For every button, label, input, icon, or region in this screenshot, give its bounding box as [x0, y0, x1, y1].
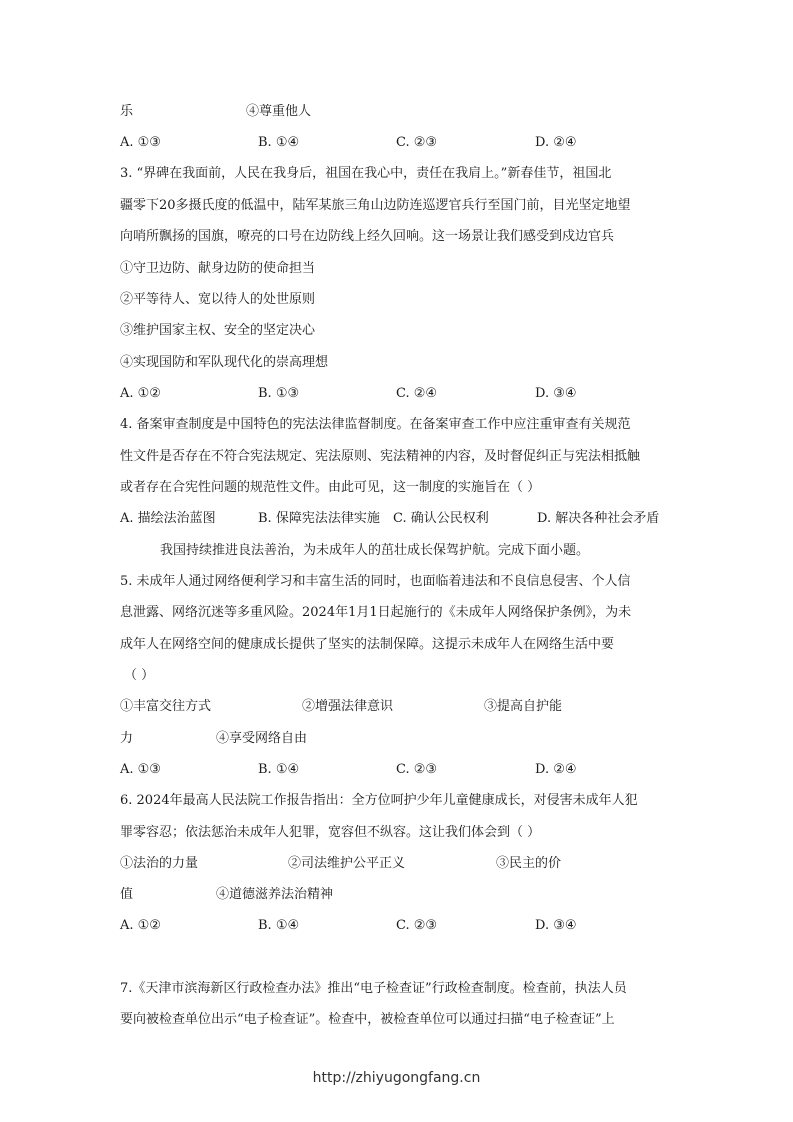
q3-option-d: D. ③④ [535, 386, 577, 401]
q2-option-a: A. ①③ [120, 135, 161, 150]
q5-stem-line-1: 5. 未成年人通过网络便利学习和丰富生活的同时，也面临着违法和不良信息侵害、个人信 [120, 574, 631, 589]
q5-item-1: ①丰富交往方式 [120, 699, 212, 714]
q2-option-d: D. ②④ [535, 135, 577, 150]
q3-item-4: ④实现国防和军队现代化的崇高理想 [120, 355, 329, 370]
q4-stem-line-2: 性文件是否存在不符合宪法规定、宪法原则、宪法精神的内容，及时督促纠正与宪法相抵触 [120, 449, 641, 464]
q5-option-a: A. ①③ [120, 762, 161, 777]
q3-stem-line-3: 向哨所飘扬的国旗，嘹亮的口号在边防线上经久回响。这一场景让我们感受到戍边官兵 [120, 229, 615, 244]
q6-item-2: ②司法维护公平正义 [288, 856, 406, 871]
q5-item-3-continuation: 力 [120, 731, 134, 746]
q3-option-c: C. ②④ [396, 386, 438, 401]
q4-option-b: B. 保障宪法法律实施 [258, 511, 380, 526]
footer-url[interactable]: http://zhiyugongfang.cn [312, 1070, 481, 1086]
q3-option-b: B. ①③ [258, 386, 300, 401]
q5-stem-line-2: 息泄露、网络沉迷等多重风险。2024年1月1日起施行的《未成年人网络保护条例》，为未 [120, 605, 632, 620]
q5-option-b: B. ①④ [258, 762, 300, 777]
q2-option-b: B. ①④ [258, 135, 300, 150]
q6-stem-line-1: 6. 2024年最高人民法院工作报告指出：全方位呵护少年儿童健康成长，对侵害未成年人犯 [120, 793, 638, 808]
q6-stem-line-2: 罪零容忍；依法惩治未成年人犯罪，宽容但不纵容。这让我们体会到（ ） [120, 825, 541, 840]
q6-item-3-continuation: 值 [120, 887, 134, 902]
section-intro: 我国持续推进良法善治，为未成年人的茁壮成长保驾护航。完成下面小题。 [160, 543, 590, 558]
q5-answer-blank: （ ） [124, 668, 155, 683]
q6-item-1: ①法治的力量 [120, 856, 199, 871]
q2-item-continuation: 乐 [120, 104, 134, 119]
q6-option-a: A. ①② [120, 918, 161, 933]
q4-stem-line-1: 4. 备案审查制度是中国特色的宪法法律监督制度。在备案审查工作中应注重审查有关规范 [120, 417, 631, 432]
q2-option-c: C. ②③ [396, 135, 438, 150]
q5-item-2: ②增强法律意识 [302, 699, 394, 714]
q3-item-3: ③维护国家主权、安全的坚定决心 [120, 323, 316, 338]
q5-stem-line-3: 成年人在网络空间的健康成长提供了坚实的法制保障。这提示未成年人在网络生活中要 [120, 637, 615, 652]
q5-item-4: ④享受网络自由 [216, 731, 308, 746]
q6-option-b: B. ①④ [258, 918, 300, 933]
q5-option-d: D. ②④ [535, 762, 577, 777]
q7-stem-line-1: 7.《天津市滨海新区行政检查办法》推出“电子检查证”行政检查制度。检查前，执法人员 [120, 981, 627, 996]
q3-stem-line-1: 3. “界碑在我面前，人民在我身后，祖国在我心中，责任在我肩上。”新春佳节，祖国北 [120, 166, 612, 181]
q6-option-c: C. ②③ [396, 918, 438, 933]
q2-item-4: ④尊重他人 [246, 104, 312, 119]
q5-option-c: C. ②③ [396, 762, 438, 777]
q6-item-3: ③民主的价 [496, 856, 562, 871]
q7-stem-line-2: 要向被检查单位出示“电子检查证”。检查中，被检查单位可以通过扫描“电子检查证”上 [120, 1012, 615, 1027]
q3-stem-line-2: 疆零下20多摄氏度的低温中，陆军某旅三角山边防连巡逻官兵行至国门前，目光坚定地望 [120, 198, 631, 213]
q5-item-3: ③提高自护能 [484, 699, 563, 714]
q4-option-d: D. 解决各种社会矛盾 [537, 511, 660, 526]
q6-option-d: D. ③④ [535, 918, 577, 933]
q6-item-4: ④道德滋养法治精神 [216, 887, 334, 902]
q4-stem-line-3: 或者存在合宪性问题的规范性文件。由此可见，这一制度的实施旨在（ ） [120, 480, 541, 495]
q4-option-c: C. 确认公民权利 [393, 511, 489, 526]
q3-item-2: ②平等待人、宽以待人的处世原则 [120, 292, 316, 307]
q3-option-a: A. ①② [120, 386, 161, 401]
q4-option-a: A. 描绘法治蓝图 [120, 511, 216, 526]
q3-item-1: ①守卫边防、献身边防的使命担当 [120, 261, 316, 276]
